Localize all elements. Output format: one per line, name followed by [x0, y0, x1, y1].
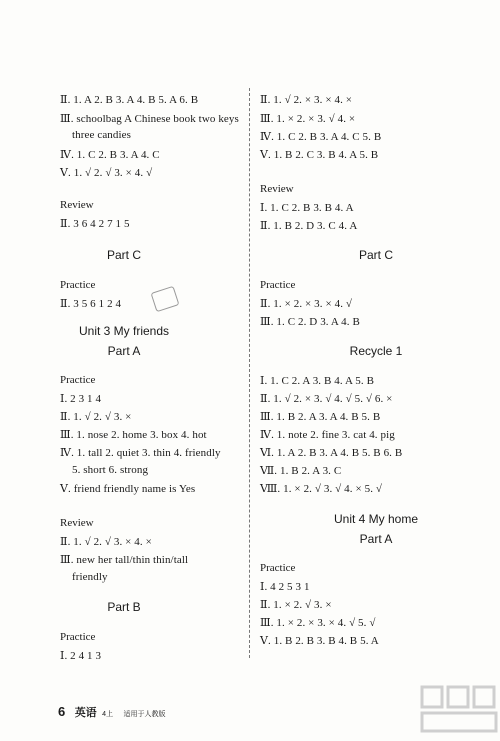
answer-line: Ⅱ. 1. √ 2. √ 3. × — [60, 411, 132, 423]
answer-line: Ⅱ. 1. A 2. B 3. A 4. B 5. A 6. B — [60, 94, 199, 106]
page-footer — [58, 703, 166, 721]
section-heading-practice: Practice — [60, 279, 96, 291]
grade-label: 4上 — [102, 711, 114, 718]
answer-line: Ⅱ. 1. √ 2. √ 3. × 4. × — [60, 536, 152, 548]
answer-line: Ⅲ. schoolbag A Chinese book two keys — [60, 113, 239, 125]
unit-heading: Unit 4 My home — [333, 512, 419, 526]
answer-line: Ⅱ. 1. √ 2. × 3. × 4. × — [260, 94, 353, 106]
answer-line: Ⅴ. 1. B 2. C 3. B 4. A 5. B — [260, 149, 379, 161]
section-heading-review: Review — [60, 517, 94, 529]
answer-line: Ⅱ. 1. B 2. D 3. C 4. A — [260, 220, 358, 232]
answer-line: Ⅲ. new her tall/thin thin/tall — [60, 554, 189, 566]
answer-line: Ⅳ. 1. tall 2. quiet 3. thin 4. friendly — [60, 447, 221, 459]
answer-line: 5. short 6. strong — [72, 464, 149, 476]
section-heading-practice: Practice — [260, 562, 296, 574]
answer-line: Ⅲ. 1. B 2. A 3. A 4. B 5. B — [260, 411, 381, 423]
answer-line: Ⅱ. 1. × 2. √ 3. × — [260, 599, 332, 611]
recycle-heading: Recycle 1 — [349, 344, 403, 358]
answer-line: Ⅱ. 1. × 2. × 3. × 4. √ — [260, 298, 353, 310]
page-number: 6 — [58, 704, 66, 719]
answer-line: Ⅰ. 4 2 5 3 1 — [260, 581, 310, 593]
part-heading: Part A — [107, 344, 141, 358]
approval-stamp — [150, 286, 179, 312]
watermark-graphic — [420, 683, 500, 736]
section-heading-practice: Practice — [60, 374, 96, 386]
answer-line: Ⅳ. 1. C 2. B 3. A 4. C — [60, 149, 160, 161]
edition-label: 适用于人教版 — [123, 711, 166, 718]
answer-line: Ⅶ. 1. B 2. A 3. C — [260, 465, 342, 477]
part-heading: Part B — [107, 600, 141, 614]
answer-line: Ⅲ. 1. × 2. × 3. × 4. √ 5. √ — [260, 617, 376, 629]
section-heading-review: Review — [260, 183, 294, 195]
answer-line: Ⅷ. 1. × 2. √ 3. √ 4. × 5. √ — [260, 483, 383, 495]
answer-line: three candies — [72, 129, 132, 141]
answer-line: Ⅴ. friend friendly name is Yes — [60, 483, 196, 495]
part-heading: Part A — [359, 532, 393, 546]
answer-line: friendly — [72, 571, 108, 583]
column-divider — [249, 88, 250, 658]
answer-line: Ⅲ. 1. × 2. × 3. √ 4. × — [260, 113, 356, 125]
unit-heading: Unit 3 My friends — [78, 324, 170, 338]
answer-line: Ⅱ. 3 5 6 1 2 4 — [60, 298, 122, 310]
answer-line: Ⅴ. 1. √ 2. √ 3. × 4. √ — [60, 167, 153, 179]
watermark-logo — [420, 683, 500, 736]
answer-line: Ⅱ. 1. √ 2. × 3. √ 4. √ 5. √ 6. × — [260, 393, 393, 405]
section-heading-practice: Practice — [60, 631, 96, 643]
answer-line: Ⅳ. 1. C 2. B 3. A 4. C 5. B — [260, 131, 382, 143]
part-heading: Part C — [358, 248, 393, 262]
answer-line: Ⅳ. 1. note 2. fine 3. cat 4. pig — [260, 429, 395, 441]
part-heading: Part C — [106, 248, 141, 262]
answer-line: Ⅰ. 2 4 1 3 — [60, 650, 102, 662]
subject-label: 英语 — [74, 707, 97, 719]
answer-line: Ⅵ. 1. A 2. B 3. A 4. B 5. B 6. B — [260, 447, 403, 459]
section-heading-review: Review — [60, 199, 94, 211]
answer-line: Ⅲ. 1. C 2. D 3. A 4. B — [260, 316, 360, 328]
answer-line: Ⅰ. 1. C 2. B 3. B 4. A — [260, 202, 354, 214]
answer-line: Ⅰ. 1. C 2. A 3. B 4. A 5. B — [260, 375, 375, 387]
section-heading-practice: Practice — [260, 279, 296, 291]
answer-line: Ⅲ. 1. nose 2. home 3. box 4. hot — [60, 429, 207, 441]
answer-line: Ⅱ. 3 6 4 2 7 1 5 — [60, 218, 130, 230]
answer-line: Ⅰ. 2 3 1 4 — [60, 393, 102, 405]
answer-line: Ⅴ. 1. B 2. B 3. B 4. B 5. A — [260, 635, 379, 647]
